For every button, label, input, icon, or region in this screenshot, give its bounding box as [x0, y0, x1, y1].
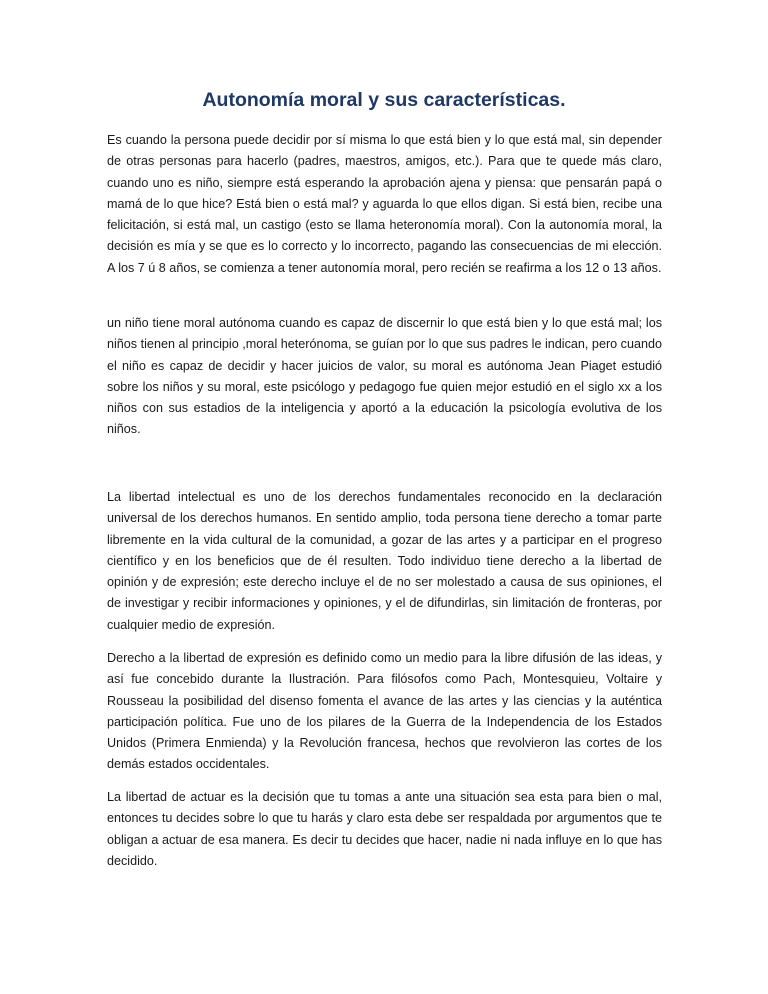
document-title: Autonomía moral y sus características.: [202, 89, 566, 111]
paragraph-libertad-intelectual: La libertad intelectual es uno de los derechos fundamentales reconocido en la declaración universal de los derechos humanos. En sentido amplio, toda persona tiene derecho a tomar parte libremente en la vida cultural de la comunidad, a gozar de las artes y a participar en el progreso científico y en los beneficios que de él resulten. Todo individuo tiene derecho a la libertad de opinión y de expresión; este derecho incluye el de no ser molestado a causa de sus opiniones, el de investigar y recibir informaciones y opiniones, y el de difundirlas, sin limitación de fronteras, por cualquier medio de expresión.: [107, 490, 662, 632]
paragraph-moral-autonoma-ninos: un niño tiene moral autónoma cuando es capaz de discernir lo que está bien y lo que está mal; los niños tienen al principio ,moral heterónoma, se guían por lo que sus padres le indican, pero cuando el niño es capaz de decidir y hacer juicios de valor, su moral es autónoma Jean Piaget estudió sobre los niños y su moral, este psicólogo y pedagogo fue quien mejor estudió en el siglo xx a los niños con sus estadios de la inteligencia y aportó a la educación la psicología evolutiva de los niños.: [107, 316, 662, 437]
paragraph-libertad-actuar: La libertad de actuar es la decisión que tu tomas a ante una situación sea esta para bien o mal, entonces tu decides sobre lo que tu harás y claro esta debe ser respaldada por argumentos que te obligan a actuar de esa manera. Es decir tu decides que hacer, nadie ni nada influye en lo que has decidido.: [107, 790, 662, 868]
paragraph-autonomia-definicion: Es cuando la persona puede decidir por sí misma lo que está bien y lo que está mal, sin depender de otras personas para hacerlo (padres, maestros, amigos, etc.). Para que te quede más claro, cuando uno es niño, siempre está esperando la aprobación ajena y piensa: que pensarán papá o mamá de lo que hice? Está bien o está mal? y aguarda lo que ellos digan. Si está bien, recibe una felicitación, si está mal, un castigo (esto se llama heteronomía moral). Con la autonomía moral, la decisión es mía y se que es lo correcto y lo incorrecto, pagando las consecuencias de mi elección. A los 7 ú 8 años, se comienza a tener autonomía moral, pero recién se reafirma a los 12 o 13 años.: [107, 133, 662, 275]
paragraph-libertad-expresion: Derecho a la libertad de expresión es definido como un medio para la libre difusión de las ideas, y así fue concebido durante la Ilustración. Para filósofos como Pach, Montesquieu, Voltaire y Rousseau la posibilidad del disenso fomenta el avance de las artes y las ciencias y la auténtica participación política. Fue uno de los pilares de la Guerra de la Independencia de los Estados Unidos (Primera Enmienda) y la Revolución francesa, hechos que revolvieron las cortes de los demás estados occidentales.: [107, 651, 662, 772]
